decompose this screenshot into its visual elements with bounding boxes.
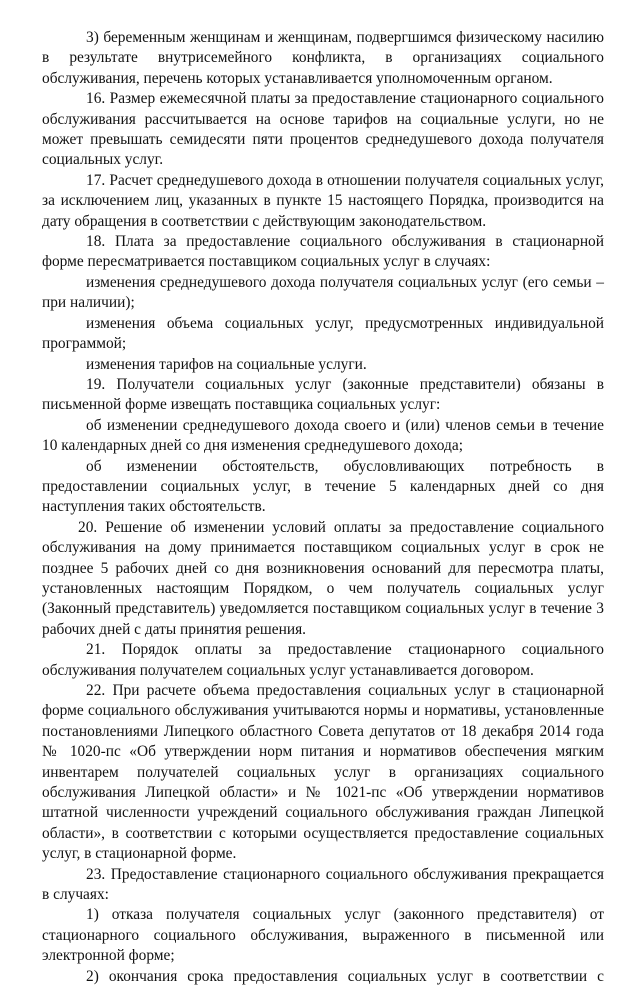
paragraph-16: 16. Размер ежемесячной платы за предоставление стационарного социального обслуживания рассчитывается на основе тарифов на социальные услуги, но не может превышать семидесяти пяти процентов среднедушевого дохода получателя социальных услуг. xyxy=(42,90,604,169)
paragraph-23: 23. Предоставление стационарного социального обслуживания прекращается в случаях: xyxy=(42,865,604,904)
paragraph-19: 19. Получатели социальных услуг (законные представители) обязаны в письменной форме извещать поставщика социальных услуг: xyxy=(42,375,604,414)
paragraph-23-item-2: 2) окончания срока предоставления социальных услуг в соответствии с xyxy=(86,967,604,985)
paragraph-18-case-income: изменения среднедушевого дохода получателя социальных услуг (его семьи – при наличии); xyxy=(42,273,604,312)
paragraph-18: 18. Плата за предоставление социального обслуживания в стационарной форме пересматривается поставщиком социальных услуг в случаях: xyxy=(42,233,604,271)
paragraph-19-income-change: об изменении среднедушевого дохода своего и (или) членов семьи в течение 10 календарных дней со дня изменения среднедушевого дохода; xyxy=(42,416,604,455)
paragraph-18-case-volume: изменения объема социальных услуг, предусмотренных индивидуальной программой; xyxy=(42,314,604,353)
paragraph-19-circumstances-change: об изменении обстоятельств, обусловливающих потребность в предоставлении социальных услуг, в течение 5 календарных дней со дня наступления таких обстоятельств. xyxy=(42,457,604,516)
paragraph-18-case-tariffs: изменения тарифов на социальные услуги. xyxy=(86,355,367,373)
paragraph-22: 22. При расчете объема предоставления социальных услуг в стационарной форме социального обслуживания учитываются нормы и нормативы, установленные постановлениями Липецкого областного Совета депутатов от 18 декабря 2014 года № 1020-пс «Об утверждении норм питания и нормативов обеспечения мягким инвентарем получателей социальных услуг в организациях социального обслуживания Липецкой области» и № 1021-пс «Об утверждении нормативов штатной численности учреждений социального обслуживания граждан Липецкой области», в соответствии с которыми осуществляется предоставление социальных услуг, в стационарной форме. xyxy=(42,682,604,863)
paragraph-23-item-1: 1) отказа получателя социальных услуг (законного представителя) от стационарного социального обслуживания, выраженного в письменной или электронной форме; xyxy=(42,906,604,965)
paragraph-20: 20. Решение об изменении условий оплаты за предоставление социального обслуживания на дому принимается поставщиком социальных услуг в срок не позднее 5 рабочих дней со дня возникновения оснований для пересмотра платы, установленных настоящим Порядком, о чем получатель социальных услуг (Законный представитель) уведомляется поставщиком социальных услуг в течение 3 рабочих дней с даты принятия решения. xyxy=(42,518,604,638)
paragraph-17: 17. Расчет среднедушевого дохода в отношении получателя социальных услуг, за исключением лиц, указанных в пункте 15 настоящего Порядка, производится на дату обращения в соответствии с действующим законодательством. xyxy=(42,171,604,230)
paragraph-21: 21. Порядок оплаты за предоставление стационарного социального обслуживания получателем социальных услуг устанавливается договором. xyxy=(42,641,604,679)
paragraph-item-3: 3) беременным женщинам и женщинам, подвергшимся физическому насилию в результате внутрисемейного конфликта, в организациях социального обслуживания, перечень которых устанавливается уполномоченным органом. xyxy=(42,29,604,87)
